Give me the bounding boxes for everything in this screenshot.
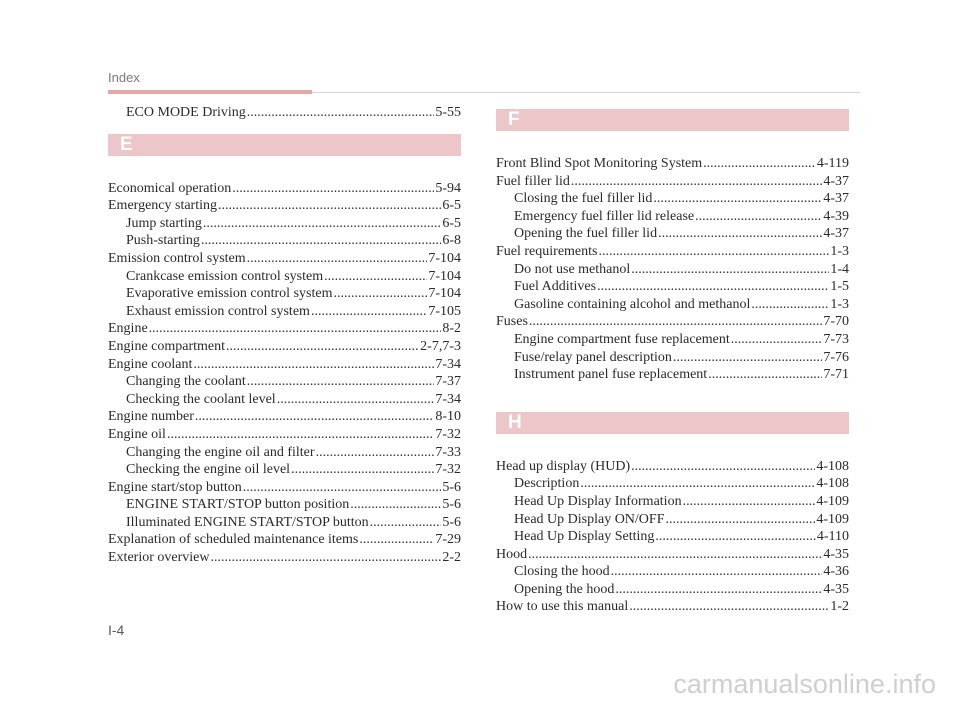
dot-leader	[708, 366, 822, 384]
entry-page-ref: 1-2	[830, 599, 849, 615]
entry-label: Engine compartment	[108, 338, 226, 354]
index-entry[interactable]	[496, 313, 849, 331]
dot-leader	[210, 549, 441, 567]
entry-label: Exterior overview	[108, 550, 210, 566]
dot-leader	[247, 373, 435, 391]
entry-page-ref: 5-55	[435, 105, 461, 120]
entry-label: Engine	[108, 321, 148, 337]
entry-page-ref: 7-70	[823, 314, 849, 330]
entry-label: Illuminated ENGINE START/STOP button	[126, 514, 369, 530]
entry-label: Instrument panel fuse replacement	[514, 367, 708, 383]
index-subentry[interactable]	[108, 496, 461, 514]
entry-label: Emergency fuel filler lid release	[514, 208, 695, 224]
dot-leader	[243, 479, 442, 497]
index-subentry[interactable]	[108, 285, 461, 303]
entry-page-ref: 2-7,7-3	[420, 338, 461, 354]
entry-page-ref: 4-37	[823, 226, 849, 242]
section-header-h: H	[496, 412, 849, 434]
entry-label: Head Up Display Information	[514, 493, 682, 509]
index-entry[interactable]	[496, 243, 849, 261]
entry-page-ref: 4-108	[816, 458, 849, 474]
entry-label: Emission control system	[108, 250, 246, 266]
dot-leader	[167, 426, 434, 444]
index-column-left	[108, 104, 461, 567]
dot-leader	[658, 225, 822, 243]
entry-page-ref: 5-94	[435, 180, 461, 196]
entry-label: Do not use methanol	[514, 261, 631, 277]
index-subentry[interactable]	[496, 493, 849, 511]
entry-label: Description	[514, 476, 580, 492]
index-subentry[interactable]	[108, 232, 461, 250]
dot-leader	[311, 303, 427, 321]
entry-label: Evaporative emission control system	[126, 286, 333, 302]
entry-label: Head Up Display ON/OFF	[514, 511, 665, 527]
dot-leader	[703, 155, 816, 173]
index-entry[interactable]	[496, 598, 849, 616]
dot-leader	[277, 391, 435, 409]
entry-label: Closing the hood	[514, 564, 610, 580]
entry-page-ref: 4-35	[823, 581, 849, 597]
index-subentry[interactable]	[496, 581, 849, 599]
index-subentry[interactable]	[496, 296, 849, 314]
entry-page-ref: 7-34	[435, 356, 461, 372]
entry-label: Closing the fuel filler lid	[514, 191, 653, 207]
entry-label: Fuse/relay panel description	[514, 349, 672, 365]
section-header-f: F	[496, 109, 849, 131]
index-subentry[interactable]	[108, 104, 461, 122]
entry-label: Checking the coolant level	[126, 391, 276, 407]
dot-leader	[598, 243, 829, 261]
dot-leader	[571, 173, 822, 191]
dot-leader	[666, 511, 816, 529]
dot-leader	[611, 563, 823, 581]
entry-page-ref: 7-104	[428, 268, 461, 284]
index-subentry[interactable]	[108, 391, 461, 409]
entry-label: Fuel requirements	[496, 243, 598, 259]
index-subentry[interactable]	[108, 373, 461, 391]
index-entry[interactable]	[108, 197, 461, 215]
dot-leader	[247, 250, 428, 268]
index-subentry[interactable]	[496, 225, 849, 243]
entry-page-ref: 6-5	[442, 198, 461, 214]
index-entry[interactable]	[496, 155, 849, 173]
entry-label: Engine start/stop button	[108, 479, 242, 495]
dot-leader	[333, 285, 427, 303]
dot-leader	[247, 104, 435, 122]
entry-page-ref: 5-6	[442, 497, 461, 513]
index-subentry[interactable]	[496, 190, 849, 208]
entry-page-ref: 7-32	[435, 462, 461, 478]
entry-page-ref: 2-2	[442, 550, 461, 566]
index-subentry[interactable]	[108, 444, 461, 462]
section-entries	[496, 458, 849, 616]
entry-page-ref: 7-73	[823, 331, 849, 347]
dot-leader	[580, 475, 815, 493]
dot-leader	[695, 208, 822, 226]
entry-label: Checking the engine oil level	[126, 462, 291, 478]
entry-label: Crankcase emission control system	[126, 268, 324, 284]
entry-page-ref: 7-33	[435, 444, 461, 460]
index-subentry[interactable]	[496, 331, 849, 349]
entry-label: Changing the coolant	[126, 374, 246, 390]
index-subentry[interactable]	[496, 208, 849, 226]
entry-page-ref: 7-104	[428, 250, 461, 266]
index-entry[interactable]	[496, 458, 849, 476]
entry-page-ref: 7-32	[435, 426, 461, 442]
entry-page-ref: 1-4	[830, 261, 849, 277]
entry-label: Engine coolant	[108, 356, 193, 372]
dot-leader	[528, 546, 822, 564]
entry-page-ref: 4-36	[823, 564, 849, 580]
dot-leader	[201, 232, 441, 250]
entry-label: Head up display (HUD)	[496, 458, 631, 474]
entry-page-ref: 6-5	[442, 215, 461, 231]
index-subentry[interactable]	[108, 215, 461, 233]
dot-leader	[218, 197, 441, 215]
entry-page-ref: 7-29	[435, 532, 461, 548]
entry-label: Jump starting	[126, 215, 202, 231]
index-subentry[interactable]	[496, 511, 849, 529]
dot-leader	[629, 598, 829, 616]
section-header-e: E	[108, 134, 461, 156]
section-entries	[496, 155, 849, 384]
entry-page-ref: 4-37	[823, 173, 849, 189]
index-subentry[interactable]	[496, 366, 849, 384]
header-rule	[312, 92, 860, 93]
index-subentry[interactable]	[496, 528, 849, 546]
dot-leader	[615, 581, 822, 599]
index-subentry[interactable]	[496, 563, 849, 581]
dot-leader	[731, 331, 823, 349]
entry-page-ref: 4-35	[823, 546, 849, 562]
index-entry[interactable]	[108, 426, 461, 444]
entry-label: Gasoline containing alcohol and methanol	[514, 296, 751, 312]
entry-label: Economical operation	[108, 180, 232, 196]
dot-leader	[683, 493, 816, 511]
entry-label: ECO MODE Driving	[126, 105, 246, 120]
entry-label: Opening the hood	[514, 581, 615, 597]
dot-leader	[655, 528, 815, 546]
entry-label: Explanation of scheduled maintenance items	[108, 532, 359, 548]
entry-page-ref: 8-10	[435, 409, 461, 425]
entry-label: Engine number	[108, 409, 194, 425]
entry-page-ref: 5-6	[442, 514, 461, 530]
entry-page-ref: 7-105	[428, 303, 461, 319]
entry-page-ref: 7-104	[428, 286, 461, 302]
index-entry[interactable]	[108, 180, 461, 198]
entry-page-ref: 4-109	[816, 511, 849, 527]
entry-page-ref: 4-108	[816, 476, 849, 492]
dot-leader	[193, 356, 434, 374]
index-entry[interactable]	[108, 320, 461, 338]
entry-page-ref: 7-37	[435, 374, 461, 390]
dot-leader	[631, 261, 829, 279]
entry-page-ref: 7-76	[823, 349, 849, 365]
entry-page-ref: 1-3	[830, 296, 849, 312]
index-subentry[interactable]	[108, 514, 461, 532]
entry-label: Opening the fuel filler lid	[514, 226, 658, 242]
dot-leader	[350, 496, 441, 514]
entry-page-ref: 4-39	[823, 208, 849, 224]
dot-leader	[370, 514, 442, 532]
entry-page-ref: 5-6	[442, 479, 461, 495]
index-column-right	[496, 109, 849, 616]
dot-leader	[631, 458, 815, 476]
entry-label: Head Up Display Setting	[514, 529, 655, 545]
entry-label: How to use this manual	[496, 599, 629, 615]
dot-leader	[597, 278, 829, 296]
entry-label: Front Blind Spot Monitoring System	[496, 156, 703, 171]
index-subentry[interactable]	[108, 461, 461, 479]
dot-leader	[529, 313, 822, 331]
entry-label: Fuses	[496, 314, 528, 330]
entry-page-ref: 8-2	[442, 321, 461, 337]
dot-leader	[232, 180, 434, 198]
index-entry[interactable]	[496, 173, 849, 191]
dot-leader	[291, 461, 434, 479]
entry-page-ref: 4-37	[823, 191, 849, 207]
entry-page-ref: 1-5	[830, 279, 849, 295]
entry-page-ref: 1-3	[830, 243, 849, 259]
index-subentry[interactable]	[496, 278, 849, 296]
page-header-title: Index	[108, 70, 140, 85]
entry-label: Push-starting	[126, 233, 200, 249]
entry-label: Emergency starting	[108, 198, 217, 214]
dot-leader	[195, 408, 434, 426]
entry-label: Changing the engine oil and filter	[126, 444, 315, 460]
dot-leader	[316, 444, 435, 462]
entry-page-ref: 6-8	[442, 233, 461, 249]
dot-leader	[226, 338, 419, 356]
page-number: I-4	[108, 622, 125, 638]
header-accent-bar	[108, 90, 312, 94]
index-subentry[interactable]	[496, 349, 849, 367]
index-entry[interactable]	[108, 531, 461, 549]
dot-leader	[359, 531, 434, 549]
index-entry[interactable]	[108, 479, 461, 497]
entry-label: Fuel Additives	[514, 279, 597, 295]
index-subentry[interactable]	[108, 303, 461, 321]
index-entry[interactable]	[108, 408, 461, 426]
index-entry[interactable]	[108, 250, 461, 268]
index-entry[interactable]	[108, 356, 461, 374]
entry-label: Engine oil	[108, 426, 166, 442]
entry-label: Hood	[496, 546, 528, 562]
index-entry[interactable]	[108, 338, 461, 356]
entry-page-ref: 4-109	[816, 493, 849, 509]
entry-page-ref: 4-110	[816, 529, 849, 545]
dot-leader	[149, 320, 442, 338]
index-subentry[interactable]	[496, 261, 849, 279]
entry-page-ref: 7-34	[435, 391, 461, 407]
index-subentry[interactable]	[108, 268, 461, 286]
entry-page-ref: 4-119	[816, 156, 849, 171]
entry-label: Fuel filler lid	[496, 173, 570, 189]
dot-leader	[653, 190, 822, 208]
entry-label: ENGINE START/STOP button position	[126, 497, 350, 513]
dot-leader	[324, 268, 427, 286]
index-entry[interactable]	[496, 546, 849, 564]
entry-label: Engine compartment fuse replacement	[514, 331, 730, 347]
entry-page-ref: 7-71	[823, 367, 849, 383]
watermark: carmanualsonline.info	[673, 669, 936, 699]
lead-entries	[108, 104, 461, 122]
section-entries	[108, 180, 461, 567]
dot-leader	[203, 215, 441, 233]
entry-label: Exhaust emission control system	[126, 303, 310, 319]
dot-leader	[673, 349, 822, 367]
index-subentry[interactable]	[496, 475, 849, 493]
dot-leader	[751, 296, 829, 314]
index-entry[interactable]	[108, 549, 461, 567]
